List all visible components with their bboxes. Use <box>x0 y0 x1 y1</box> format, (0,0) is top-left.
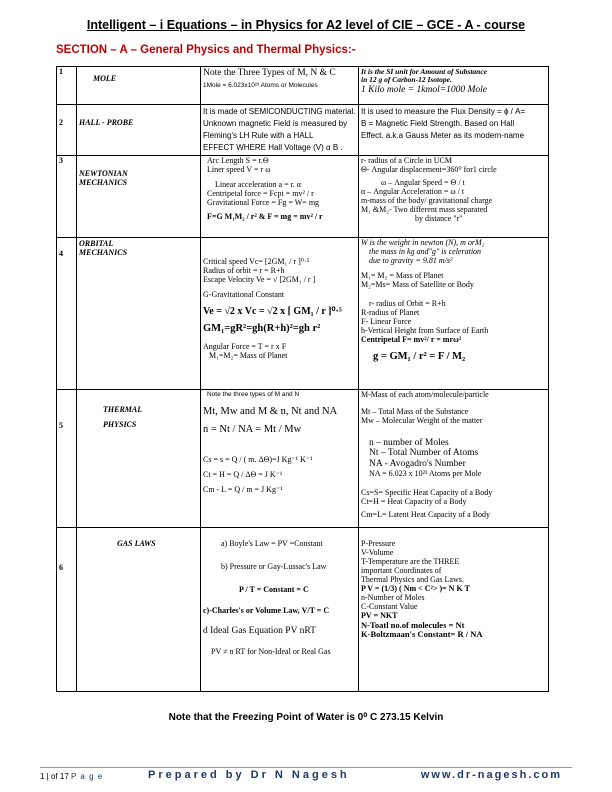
row-notes: W is the weight in newton (N), m orM₂ the mass in kg and"g" is celeration due to gravity = 9.81 m/s² M₁= M₂ = Mass of Planet M₂=Ms= Mass of Satellite or Body r- radius of Orbit = R+h R-radius of Planet F- Linear Force h-Vertical Height from Surface of Earth Centripetal F= mv²/ r = mrω² g = GM₁ / r² = F / M₂ <box>359 238 549 390</box>
footer-divider <box>40 767 572 768</box>
table-row <box>57 105 549 156</box>
row-equations: a) Boyle's Law = PV =Constant b) Pressure or Gay-Lussac's Law P / T = Constant = C c)-Charles's or Volume Law, V/T = C d Ideal Gas Equation PV nRT PV ≠ n RT for Non-Ideal or Real Gas <box>201 528 359 692</box>
table-row <box>57 156 549 238</box>
table-row <box>57 390 549 528</box>
section-heading: SECTION – A – General Physics and Thermal Physics:- <box>56 44 356 56</box>
row-number: 5 <box>57 390 77 528</box>
table-row <box>57 238 549 390</box>
row-topic: HALL - PROBE <box>77 105 201 156</box>
row-number: 1 <box>57 67 77 105</box>
author-credit: Prepared by Dr N Nagesh <box>148 769 350 781</box>
row-notes: It is the SI unit for Amount of Substance in 12 g of Carbon-12 Isotope. 1 Kilo mole = 1kmol=1000 Mole <box>359 67 549 105</box>
row-topic: ORBITAL MECHANICS <box>77 238 201 390</box>
page-title: Intelligent – i Equations – in Physics for A2 level of CIE – GCE - A - course <box>86 18 526 32</box>
row-topic: THERMAL PHYSICS <box>77 390 201 528</box>
row-equations: Note the Three Types of M, N & C 1Mole = 6.023x10²³ Atoms or Molecules <box>201 67 359 105</box>
page-number: 1 | of 17 P a g e <box>40 772 104 781</box>
row-notes: M-Mass of each atom/molecule/particle Mt – Total Mass of the Substance Mw – Molecular Weight of the matter n – number of Moles Nt – Total Number of Atoms NA - Avogadro's Number NA = 6.023 x 10²³ Atoms per Mole Cs=S= Specific Heat Capacity of a Body Ct=H = Heat Capacity of a Body Cm=L= Latent Heat Capacity of a Body <box>359 390 549 528</box>
row-number: 3 <box>57 156 77 238</box>
table-row <box>57 528 549 692</box>
row-equations: Arc Length S = r.Θ Liner speed V = r ω Linear acceleration a = r. α Centripetal force = Fcpt = mv² / r Gravitational Force = Fg = W= mg F=G M₁M₂ / r² & F = mg = mv² / r <box>201 156 359 238</box>
row-number: 6 <box>57 528 77 692</box>
row-equations: Critical speed Vc= [2GM₁ / r ]⁰·⁵ Radius of orbit = r = R+h Escape Velocity Ve = √ [2GM₁ / r ] G-Gravitational Constant Ve = √2 x Vc = √2 x [ GM₁ / r ]⁰·⁵ GM₁=gR²=gh(R+h)²=gh r² Angular Force = T = r x F M₁=M₂= Mass of Planet <box>201 238 359 390</box>
row-topic: NEWTONIAN MECHANICS <box>77 156 201 238</box>
row-number: 2 <box>57 105 77 156</box>
row-notes: r- radius of a Circle in UCM Θ- Angular displacement=360⁰ for1 circle ω – Angular Speed = Θ / t α – Angular Acceleration = ω / t m-mass of the body/ gravitational charge M₁ &M₂- Two different mass separated by distance "r" <box>359 156 549 238</box>
equations-table <box>56 66 549 692</box>
row-notes: It is used to measure the Flux Density = ϕ / A= B = Magnetic Field Strength. Based on Hall Effect. a.k.a Gauss Meter as its modern-name <box>359 105 549 156</box>
row-equations: Note the three types of M and N Mt, Mw and M & n, Nt and NA n = Nt / NA = Mt / Mw Cs = s = Q / ( m. ΔΘ)=J Kg⁻¹ K⁻¹ Ct = H = Q / ΔΘ = J K⁻¹ Cm - L = Q / m = J Kg⁻¹ <box>201 390 359 528</box>
row-number: 4 <box>57 238 77 390</box>
website-link[interactable]: www.dr-nagesh.com <box>420 769 562 781</box>
table-row <box>57 67 549 105</box>
freezing-point-note: Note that the Freezing Point of Water is 0⁰ C 273.15 Kelvin <box>168 712 444 723</box>
row-topic: GAS LAWS <box>77 528 201 692</box>
row-equations: It is made of SEMICONDUCTING material. Unknown magnetic Field is measured by Fleming's LH Rule with a HALL EFFECT WHERE Hall Voltage (V) α B . <box>201 105 359 156</box>
row-notes: P-Pressure V-Volume T-Temperature are the THREE important Coordinates of Thermal Physics and Gas Laws. P V = (1/3) ( Nm < C²> )= N K T n-Number of Moles C-Constant Value PV = NKT N-Toatl no.of molecules = Nt K-Boltzmaan's Constant= R / NA <box>359 528 549 692</box>
row-topic: MOLE <box>77 67 201 105</box>
